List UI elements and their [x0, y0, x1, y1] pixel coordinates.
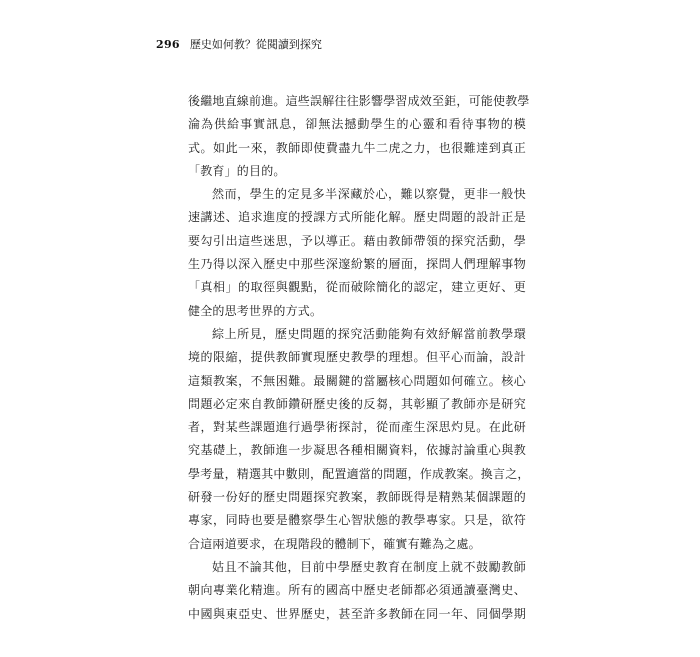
text-line: 速講述、追求進度的授課方式所能化解。歷史問題的設計正是 [188, 210, 526, 225]
paragraph-2 [188, 183, 526, 323]
book-title: 歷史如何教？從閱讀到探究 [189, 38, 322, 51]
body-text [188, 90, 530, 626]
text-line: 者，對某些課題進行過學術探討，從而產生深思灼見。在此研 [188, 420, 526, 435]
text-line: 淪為供給事實訊息，卻無法撼動學生的心靈和看待事物的模 [188, 117, 526, 132]
text-line: 生乃得以深入歷史中那些深邃紛繁的層面，探問人們理解事物 [188, 257, 526, 272]
text-line: 「真相」的取徑與觀點，從而破除簡化的認定，建立更好、更 [188, 280, 526, 295]
running-head [156, 38, 322, 52]
text-line: 後繼地直線前進。這些誤解往往影響學習成效至鉅，可能使教學 [188, 94, 530, 108]
page-number: 296 [156, 38, 180, 51]
text-line: 式。如此一來，教師即使費盡九牛二虎之力，也很難達到真正 [188, 140, 526, 155]
text-line: 要勾引出這些迷思，予以導正。藉由教師帶領的探究活動，學 [188, 233, 526, 248]
text-line: 中國與東亞史、世界歷史，甚至許多教師在同一年、同個學期 [188, 606, 526, 621]
text-line: 「教育」的目的。 [188, 163, 286, 178]
text-line: 這類教案，不無困難。最關鍵的當屬核心問題如何確立。核心 [188, 373, 526, 388]
text-line: 境的限縮，提供教師實現歷史教學的理想。但平心而論，設計 [188, 350, 526, 365]
paragraph-4 [188, 556, 526, 626]
text-line: 問題必定來自教師鑽研歷史後的反芻，其彰顯了教師亦是研究 [188, 396, 526, 411]
text-line: 姑且不論其他，目前中學歷史教育在制度上就不鼓勵教師 [212, 559, 526, 574]
text-line: 合這兩道要求，在現階段的體制下，確實有難為之處。 [188, 536, 481, 551]
paragraph-1 [188, 90, 530, 183]
text-line: 究基礎上，教師進一步凝思各種相關資料，依據討論重心與教 [188, 443, 526, 458]
text-line: 學考量，精選其中數則，配置適當的問題，作成教案。換言之， [188, 466, 530, 481]
text-line: 研發一份好的歷史問題探究教案，教師既得是精熟某個課題的 [188, 490, 526, 505]
text-line: 健全的思考世界的方式。 [188, 303, 323, 318]
text-line: 朝向專業化精進。所有的國高中歷史老師都必須通讀臺灣史、 [188, 583, 526, 598]
text-line: 專家，同時也要是體察學生心智狀態的教學專家。只是，欲符 [188, 513, 526, 528]
text-line: 綜上所見，歷史問題的探究活動能夠有效紓解當前教學環 [212, 326, 526, 341]
paragraph-3 [188, 323, 530, 556]
text-line: 然而，學生的定見多半深藏於心，難以察覺，更非一般快 [212, 187, 526, 202]
